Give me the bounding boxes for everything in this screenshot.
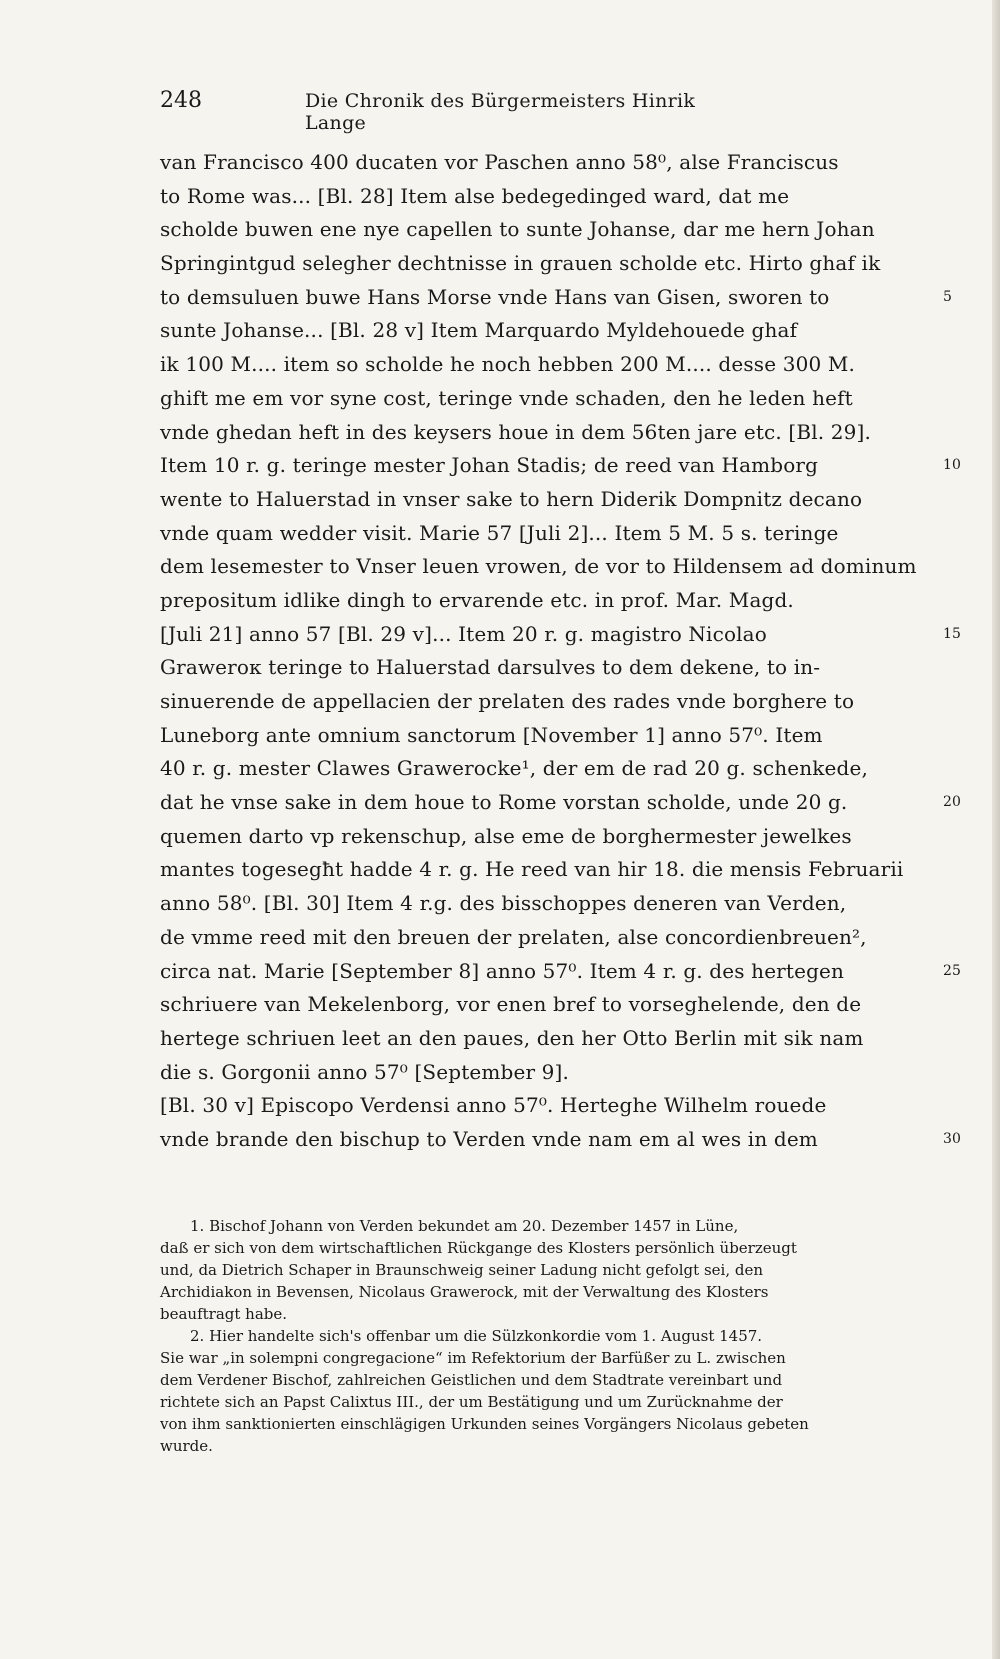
line-text: prepositum idlike dingh to ervarende etc. in prof. Mar. Magd.	[160, 587, 794, 612]
page-header	[160, 88, 760, 134]
line-text: vnde ghedan heft in des keysers houe in dem 56ten jare etc. [Bl. 29].	[160, 419, 871, 444]
line-text: sinuerende de appellacien der prelaten des rades vnde borghere to	[160, 689, 855, 713]
line-number: 5	[943, 288, 953, 305]
footnote-line: richtete sich an Papst Calixtus III., der um Bestätigung und um Zurücknahme der	[160, 1393, 783, 1411]
text-line	[160, 719, 940, 753]
line-text: dat he vnse sake in dem houe to Rome vorstan scholde, unde 20 g.	[160, 790, 848, 815]
footnote-line: 2. Hier handelte sich's offenbar um die Sülzkonkordie vom 1. August 1457.	[190, 1327, 763, 1345]
line-text: [Juli 21] anno 57 [Bl. 29 v]... Item 20 r. g. magistro Nicolao	[160, 621, 767, 646]
footnote-line: daß er sich von dem wirtschaftlichen Rückgange des Klosters persönlich überzeugt	[160, 1239, 797, 1257]
line-text: hertege schriuen leet an den paues, den her Otto Berlin mit sik nam	[160, 1025, 864, 1050]
text-line	[160, 618, 962, 652]
line-text: to demsuluen buwe Hans Morse vnde Hans van Gisen, sworen to	[160, 284, 830, 309]
text-line	[160, 517, 940, 551]
running-title: Die Chronik des Bürgermeisters Hinrik Lange	[305, 90, 696, 134]
line-text: circa nat. Marie [September 8] anno 57⁰. Item 4 r. g. des hertegen	[160, 958, 845, 983]
line-number: 20	[943, 794, 962, 811]
footnote-line: von ihm sanktionierten einschlägigen Urkunden seines Vorgängers Nicolaus gebeten	[160, 1415, 809, 1433]
line-number: 15	[943, 625, 962, 642]
text-line	[160, 1022, 940, 1056]
text-line	[160, 180, 940, 214]
text-line	[160, 685, 940, 719]
text-line	[160, 752, 940, 786]
text-line	[160, 314, 940, 348]
text-line	[160, 483, 940, 517]
line-text: dem lesemester to Vnser leuen vrowen, de vor to Hildensem ad dominum	[160, 554, 917, 579]
text-line	[160, 213, 940, 247]
line-number: 30	[943, 1130, 962, 1147]
text-line	[160, 449, 962, 483]
footnote-line: Sie war „in solempni congregacione“ im Refektorium der Barfüßer zu L. zwischen	[160, 1349, 786, 1367]
line-text: ghift me em vor syne cost, teringe vnde schaden, den he leden heft	[160, 385, 853, 410]
line-text: Graweroк teringe to Haluerstad darsulves to dem dekene, to in-	[160, 655, 821, 680]
footnotes	[160, 1215, 940, 1457]
line-text: Item 10 r. g. teringe mester Johan Stadis; de reed van Hamborg	[160, 453, 819, 478]
footnote-line: 1. Bischof Johann von Verden bekundet am 20. Dezember 1457 in Lüne,	[190, 1217, 739, 1235]
line-text: sunte Johanse... [Bl. 28 v] Item Marquardo Myldehouede ghaf	[160, 318, 798, 343]
line-text: vnde brande den bischup to Verden vnde nam em al wes in dem	[160, 1126, 818, 1151]
line-text: to Rome was... [Bl. 28] Item alse bedegedinged ward, dat me	[160, 183, 790, 208]
footnote-line: und, da Dietrich Schaper in Braunschweig seiner Ladung nicht gefolgt sei, den	[160, 1261, 763, 1279]
text-line	[160, 853, 940, 887]
text-line	[160, 247, 940, 281]
line-text: schriuere van Mekelenborg, vor enen bref to vorseghelende, den de	[160, 992, 862, 1017]
text-line	[160, 416, 940, 450]
line-text: quemen darto vp rekenschup, alse eme de borghermester jewelkes	[160, 823, 852, 848]
text-line	[160, 651, 940, 685]
text-line	[160, 786, 962, 820]
line-text: mantes togesegħt hadde 4 r. g. He reed van hir 18. die mensis Februarii	[160, 857, 904, 882]
text-line	[160, 281, 953, 315]
line-text: die s. Gorgonii anno 57⁰ [September 9].	[160, 1059, 570, 1084]
line-text: 40 r. g. mester Clawes Graweroсke¹, der em de rad 20 g. schenkede,	[160, 756, 868, 781]
line-text: [Bl. 30 v] Episcopo Verdensi anno 57⁰. Herteghe Wilhelm rouede	[160, 1093, 827, 1118]
text-line	[160, 584, 940, 618]
line-text: van Francisco 400 ducaten vor Paschen anno 58⁰, alse Franciscus	[160, 150, 839, 174]
text-line	[160, 146, 940, 180]
line-text: ik 100 M.... item so scholde he noch hebben 200 M.... desse 300 M.	[160, 352, 855, 377]
line-number: 25	[943, 962, 962, 979]
text-line	[160, 1056, 940, 1090]
text-line	[160, 1123, 962, 1157]
scan-edge	[992, 0, 1000, 1659]
text-line	[160, 921, 940, 955]
line-text: Luneborg ante omnium sanctorum [November 1] anno 57⁰. Item	[160, 722, 823, 747]
text-line	[160, 1089, 940, 1123]
text-line	[160, 820, 940, 854]
text-line	[160, 382, 940, 416]
line-text: scholde buwen ene nye capellen to sunte Johanse, dar me hern Johan	[160, 217, 875, 242]
line-text: wente to Haluerstad in vnser sake to hern Diderik Dompnitz decano	[160, 486, 863, 511]
text-line	[160, 887, 940, 921]
line-text: anno 58⁰. [Bl. 30] Item 4 r.g. des bisschoppes deneren van Verden,	[160, 891, 847, 916]
page-number: 248	[160, 88, 202, 113]
footnote-line: wurde.	[160, 1437, 213, 1455]
line-text: Springintgud selegher dechtnisse in grauen scholde etc. Hirto ghaf ik	[160, 251, 881, 276]
text-line	[160, 550, 940, 584]
line-number: 10	[943, 457, 962, 474]
line-text: vnde quam wedder visit. Marie 57 [Juli 2]... Item 5 M. 5 s. teringe	[160, 520, 839, 545]
line-text: de vmme reed mit den breuen der prelaten, alse concordienbreuen²,	[160, 924, 867, 949]
footnote-line: beauftragt habe.	[160, 1305, 288, 1323]
main-text	[160, 146, 962, 1157]
footnote-line: dem Verdener Bischof, zahlreichen Geistlichen und dem Stadtrate vereinbart und	[160, 1371, 783, 1389]
footnote-line: Archidiakon in Bevensen, Nicolaus Graweroсk, mit der Verwaltung des Klosters	[160, 1283, 769, 1301]
text-line	[160, 988, 940, 1022]
text-line	[160, 955, 962, 989]
text-line	[160, 348, 940, 382]
